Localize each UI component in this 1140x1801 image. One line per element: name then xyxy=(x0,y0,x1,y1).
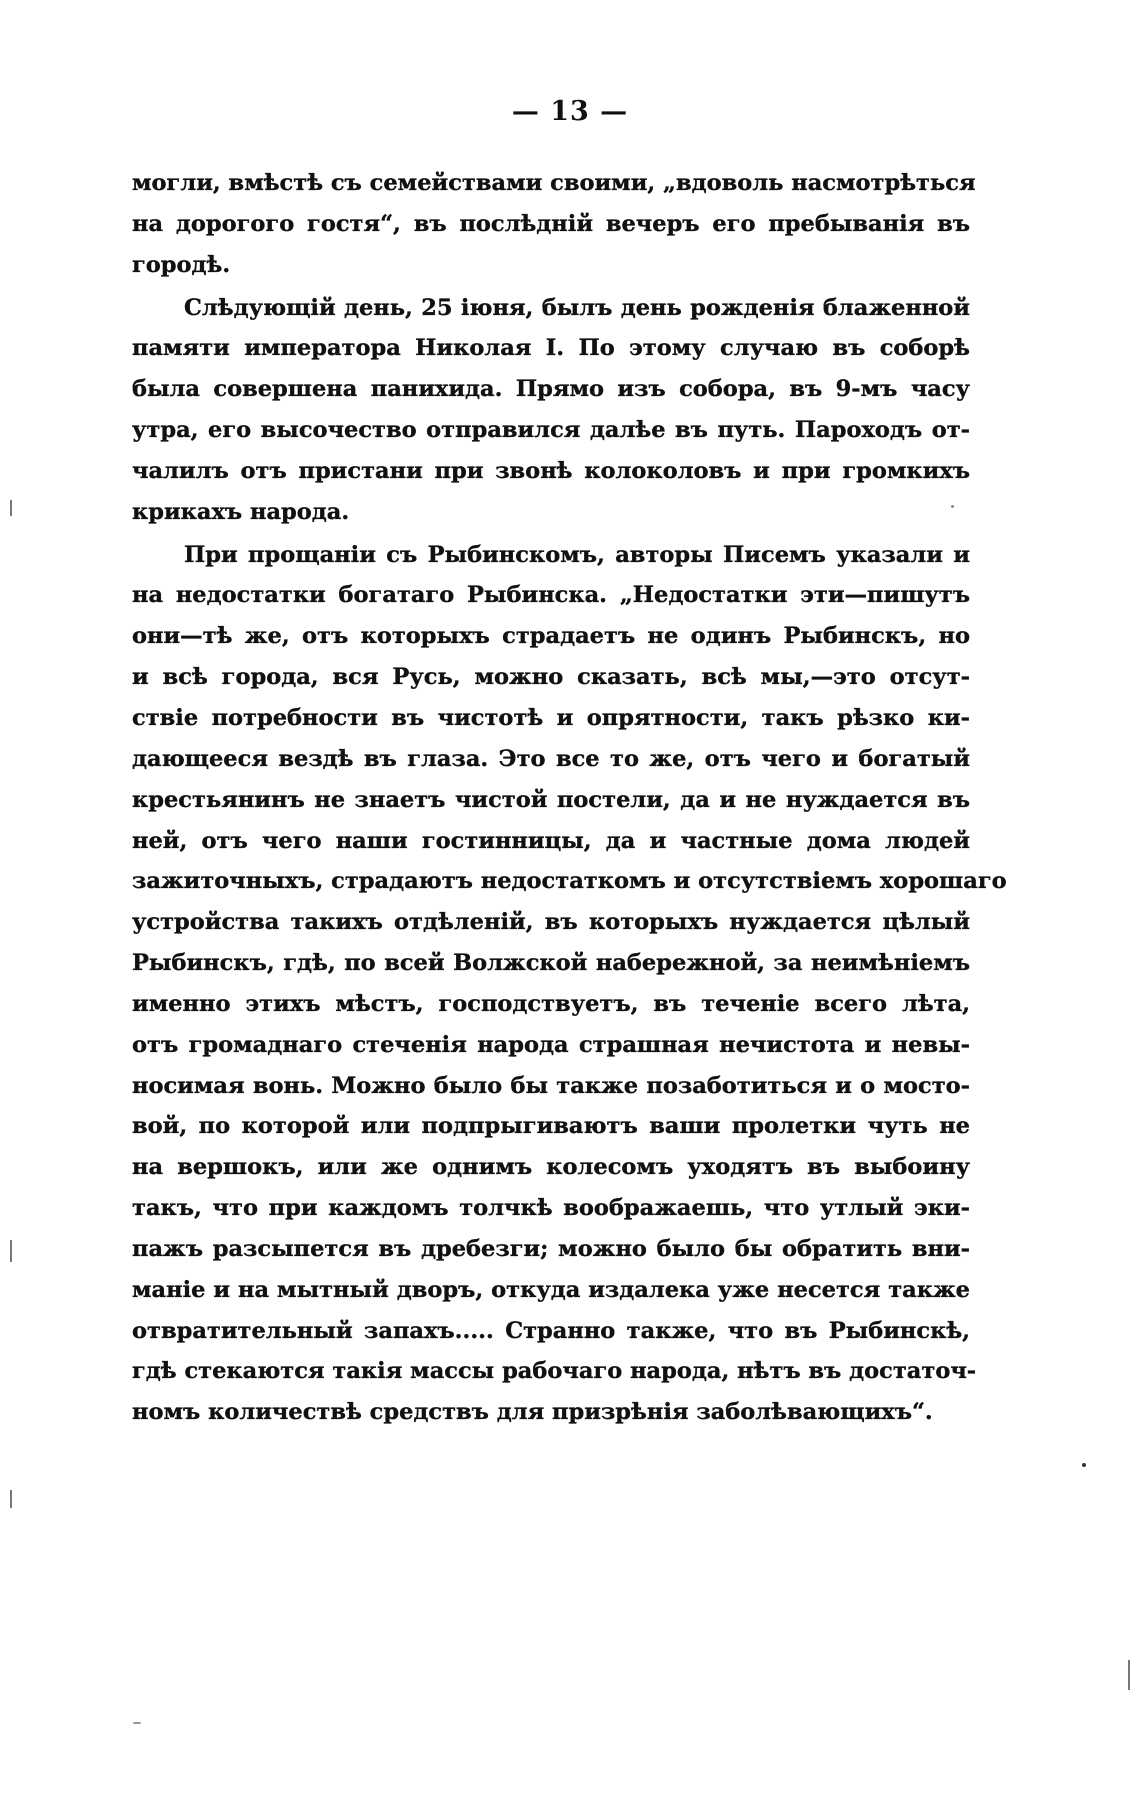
text-line: на вершокъ, или же однимъ колесомъ уходятъ въ выбоину xyxy=(132,1154,970,1181)
text-line: именно этихъ мѣстъ, господствуетъ, въ теченiе всего лѣта, xyxy=(132,990,970,1017)
text-line: носимая вонь. Можно было бы также позаботиться и о мосто- xyxy=(132,1072,970,1099)
scan-edge-mark xyxy=(10,1240,12,1262)
text-line: утра, его высочество отправился далѣе въ путь. Пароходъ от- xyxy=(132,417,970,444)
text-line: памяти императора Николая I. По этому случаю въ соборѣ xyxy=(132,335,970,362)
scan-speck xyxy=(133,1722,141,1724)
text-line: При прощанiи съ Рыбинскомъ, авторы Писемъ указали и xyxy=(184,541,970,568)
text-line: Слѣдующiй день, 25 iюня, былъ день рожденiя блаженной xyxy=(184,294,970,321)
text-line: дающееся вездѣ въ глаза. Это все то же, отъ чего и богатый xyxy=(132,745,970,772)
text-line: ствiе потребности въ чистотѣ и опрятности, такъ рѣзко ки- xyxy=(132,704,970,731)
text-line: и всѣ города, вся Русь, можно сказать, всѣ мы,—это отсут- xyxy=(132,664,970,691)
text-line: городѣ. xyxy=(132,251,231,278)
text-line: отвратительный запахъ..... Странно также, что въ Рыбинскѣ, xyxy=(132,1317,970,1344)
text-line: отъ громаднаго стеченiя народа страшная нечистота и невы- xyxy=(132,1031,970,1058)
scan-speck xyxy=(951,505,954,508)
text-line: зажиточныхъ, страдаютъ недостаткомъ и отсутствiемъ хорошаго xyxy=(132,868,1007,895)
scan-speck xyxy=(1082,1463,1086,1467)
text-line: крикахъ народа. xyxy=(132,498,350,525)
paragraph-1 xyxy=(132,163,976,286)
text-line: на дорогого гостя“, въ послѣднiй вечеръ его пребыванiя въ xyxy=(132,210,970,237)
text-line: Рыбинскъ, гдѣ, по всей Волжской набережной, за неимѣнiемъ xyxy=(132,950,970,977)
text-line: номъ количествѣ средствъ для призрѣнiя заболѣвающихъ“. xyxy=(132,1399,933,1426)
text-line: такъ, что при каждомъ толчкѣ воображаешь, что утлый эки- xyxy=(132,1195,970,1222)
scan-edge-mark xyxy=(1128,1660,1130,1690)
text-line: гдѣ стекаются такiя массы рабочаго народа, нѣтъ въ достаточ- xyxy=(132,1358,977,1385)
text-line: могли, вмѣстѣ съ семействами своими, „вдоволь насмотрѣться xyxy=(132,170,976,196)
text-line: ней, отъ чего наши гостинницы, да и частные дома людей xyxy=(132,827,970,854)
scan-edge-mark xyxy=(10,1490,12,1508)
paragraph-3 xyxy=(132,535,1007,1434)
text-line: на недостатки богатаго Рыбинска. „Недостатки эти—пишутъ xyxy=(132,582,970,609)
text-line: манiе и на мытный дворъ, откуда издалека уже несется также xyxy=(132,1276,970,1303)
text-line: вой, по которой или подпрыгиваютъ ваши пролетки чуть не xyxy=(132,1113,970,1140)
scan-edge-mark xyxy=(10,500,12,516)
text-line: пажъ разсыпется въ дребезги; можно было бы обратить вни- xyxy=(132,1235,970,1262)
body-text xyxy=(132,163,1007,1433)
text-line: крестьянинъ не знаетъ чистой постели, да и не нуждается въ xyxy=(132,786,970,813)
text-line: была совершена панихида. Прямо изъ собора, въ 9-мъ часу xyxy=(132,376,970,403)
text-line: чалилъ отъ пристани при звонѣ колоколовъ и при громкихъ xyxy=(132,457,970,484)
page-number: — 13 — xyxy=(511,96,629,127)
text-line: устройства такихъ отдѣленiй, въ которыхъ нуждается цѣлый xyxy=(132,909,970,936)
text-line: они—тѣ же, отъ которыхъ страдаетъ не одинъ Рыбинскъ, но xyxy=(132,623,970,650)
paragraph-2 xyxy=(132,288,970,533)
